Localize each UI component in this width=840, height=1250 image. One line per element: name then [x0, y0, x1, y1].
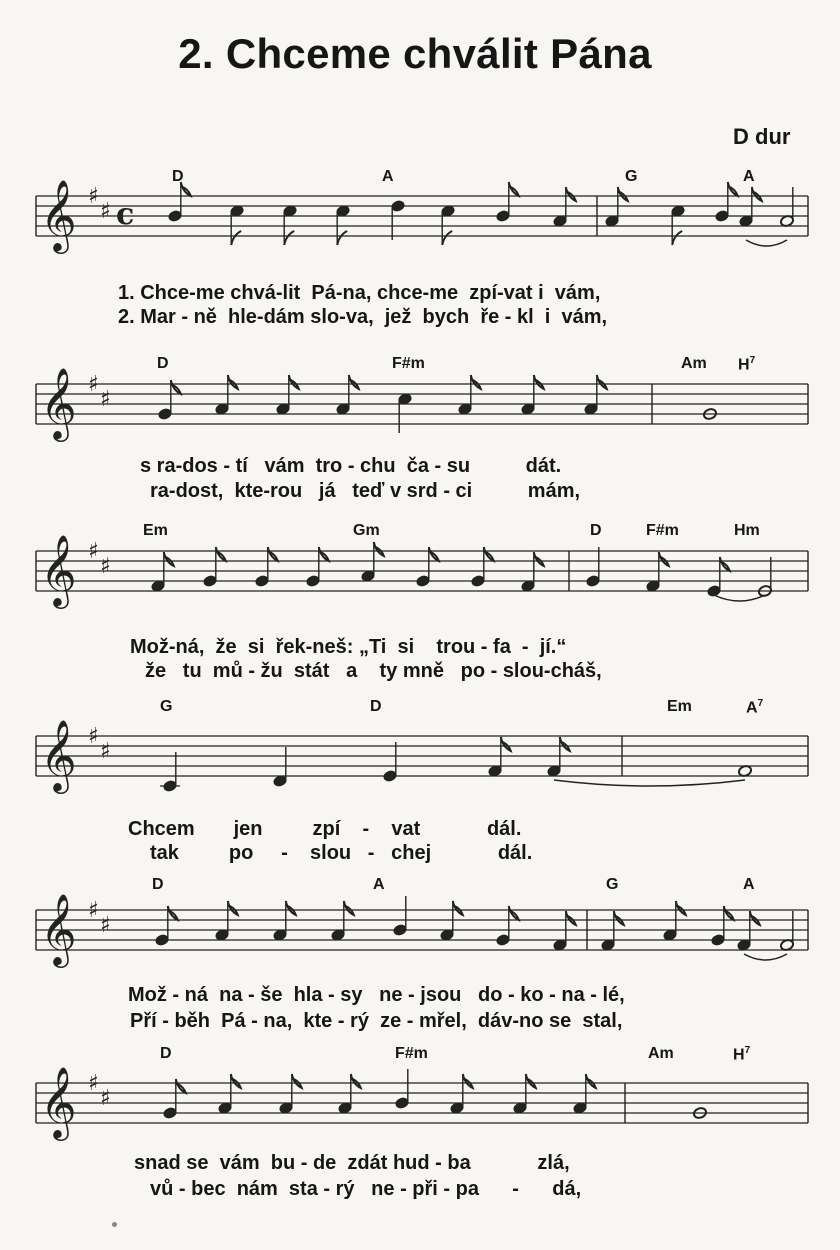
note — [283, 205, 298, 245]
staff — [0, 716, 840, 836]
lyric-line: Pří - běh Pá - na, kte - rý ze - mřel, dáv-no se stal, — [130, 1010, 623, 1032]
flag — [534, 375, 544, 389]
flag — [501, 737, 511, 751]
flag — [231, 1074, 241, 1088]
note — [553, 187, 576, 227]
flag — [442, 231, 452, 245]
lyric-line: snad se vám bu - de zdát hud - ba zlá, — [134, 1152, 570, 1174]
note — [521, 552, 544, 592]
note — [547, 737, 570, 777]
chord-name: D — [590, 522, 602, 539]
note — [586, 547, 601, 587]
flag — [429, 547, 439, 561]
note — [336, 375, 359, 415]
chord-symbol — [648, 1045, 674, 1063]
note — [215, 901, 238, 941]
lyric-line: 1. Chce-me chvá-lit Pá-na, chce-me zpí-vat i vám, — [118, 282, 601, 304]
flag — [374, 542, 384, 556]
flag — [216, 547, 226, 561]
common-time-icon: c — [116, 197, 135, 232]
flag — [351, 1074, 361, 1088]
note — [273, 901, 296, 941]
note — [331, 901, 354, 941]
flag — [728, 182, 738, 196]
chord-extension: 7 — [757, 698, 764, 709]
treble-clef-icon: 𝄞 — [40, 533, 77, 606]
lyric-line: tak po - slou - chej dál. — [150, 842, 533, 864]
flag — [284, 231, 294, 245]
flag — [618, 187, 628, 201]
flag — [168, 906, 178, 920]
flag — [614, 911, 624, 925]
lyric-line: že tu mů - žu stát a ty mně po - slou-cháš, — [145, 660, 602, 682]
note — [441, 205, 456, 245]
note — [361, 542, 384, 582]
flag — [268, 547, 278, 561]
flag — [286, 901, 296, 915]
chord-extension: 7 — [744, 1045, 751, 1056]
chord-name: G — [606, 876, 619, 893]
chord-name: G — [160, 698, 173, 715]
flag — [560, 737, 570, 751]
chord-name: H — [738, 356, 750, 374]
treble-clef-icon: 𝄞 — [40, 366, 77, 439]
flag — [471, 375, 481, 389]
note — [739, 187, 762, 227]
lyric-line: Mož - ná na - še hla - sy ne - jsou do - ko - na - lé, — [128, 984, 625, 1006]
treble-clef-icon: 𝄞 — [40, 892, 77, 965]
note — [780, 187, 795, 227]
note — [273, 747, 288, 787]
chord-symbol — [160, 1045, 172, 1063]
flag — [171, 380, 181, 394]
chord-name: Am — [681, 355, 707, 372]
chord-name: Em — [143, 522, 168, 539]
flag — [566, 911, 576, 925]
flag — [176, 1079, 186, 1093]
chord-name: A — [746, 699, 758, 717]
lyric-line: vů - bec nám sta - rý ne - při - pa - dá, — [150, 1178, 582, 1200]
chord-name: Em — [667, 698, 692, 715]
flag — [349, 375, 359, 389]
flag — [586, 1074, 596, 1088]
staff — [0, 176, 840, 296]
sharp-icon: ♯ — [100, 554, 111, 579]
chord-symbol — [746, 698, 763, 717]
flag — [566, 187, 576, 201]
note — [646, 552, 669, 592]
lyric-line: ra-dost, kte-rou já teď v srd - ci mám, — [150, 480, 581, 502]
chord-symbol — [160, 698, 172, 716]
chord-symbol — [733, 1045, 750, 1064]
sharp-icon: ♯ — [100, 913, 111, 938]
note — [584, 375, 607, 415]
flag — [228, 375, 238, 389]
flag — [659, 552, 669, 566]
note — [663, 901, 686, 941]
staff — [0, 364, 840, 484]
sharp-icon: ♯ — [88, 539, 99, 564]
note — [395, 1069, 410, 1109]
note — [151, 552, 174, 592]
note — [601, 911, 624, 951]
flag — [463, 1074, 473, 1088]
flag — [337, 231, 347, 245]
treble-clef-icon: 𝄞 — [40, 718, 77, 791]
flag — [720, 557, 730, 571]
note — [218, 1074, 241, 1114]
sharp-icon: ♯ — [88, 898, 99, 923]
treble-clef-icon: 𝄞 — [40, 1065, 77, 1138]
chord-symbol — [395, 1045, 428, 1063]
chord-name: Hm — [734, 522, 760, 539]
song-title: 2. Chceme chválit Pána — [178, 30, 652, 77]
note — [391, 200, 406, 240]
chord-name: F#m — [392, 355, 425, 372]
print-speck — [112, 1222, 117, 1227]
note — [488, 737, 511, 777]
sharp-icon: ♯ — [100, 199, 111, 224]
sharp-icon: ♯ — [100, 387, 111, 412]
tie — [744, 954, 787, 960]
note — [553, 911, 576, 951]
note — [513, 1074, 536, 1114]
flag — [724, 906, 734, 920]
chord-symbol — [667, 698, 692, 716]
sharp-icon: ♯ — [88, 184, 99, 209]
chord-name: A — [743, 168, 755, 185]
chord-name: F#m — [395, 1045, 428, 1062]
flag — [181, 182, 191, 196]
flag — [672, 231, 682, 245]
note — [440, 901, 463, 941]
chord-name: H — [733, 1046, 745, 1064]
note — [737, 911, 760, 951]
flag — [231, 231, 241, 245]
sharp-icon: ♯ — [88, 1071, 99, 1096]
key-signature-label: D dur — [733, 124, 791, 149]
note — [450, 1074, 473, 1114]
flag — [319, 547, 329, 561]
note — [160, 752, 180, 792]
flag — [228, 901, 238, 915]
chord-symbol — [370, 698, 382, 716]
lyric-line: 2. Mar - ně hle-dám slo-va, jež bych ře - kl i vám, — [118, 306, 608, 328]
sharp-icon: ♯ — [100, 739, 111, 764]
chord-name: D — [152, 876, 164, 893]
staff — [0, 1063, 840, 1183]
flag — [292, 1074, 302, 1088]
treble-clef-icon: 𝄞 — [40, 178, 77, 251]
chord-name: D — [172, 168, 184, 185]
chord-name: A — [382, 168, 394, 185]
note — [279, 1074, 302, 1114]
flag — [344, 901, 354, 915]
flag — [676, 901, 686, 915]
tie — [714, 595, 765, 601]
flag — [453, 901, 463, 915]
note — [521, 375, 544, 415]
note — [671, 205, 686, 245]
flag — [534, 552, 544, 566]
staff — [0, 890, 840, 1010]
note — [605, 187, 628, 227]
note — [458, 375, 481, 415]
staff — [0, 531, 840, 651]
flag — [750, 911, 760, 925]
chord-name: Gm — [353, 522, 380, 539]
chord-extension: 7 — [749, 355, 756, 366]
chord-name: G — [625, 168, 638, 185]
chord-name: A — [743, 876, 755, 893]
chord-name: A — [373, 876, 385, 893]
sharp-icon: ♯ — [100, 1086, 111, 1111]
flag — [289, 375, 299, 389]
note — [393, 896, 408, 936]
flag — [509, 182, 519, 196]
note — [215, 375, 238, 415]
flag — [484, 547, 494, 561]
tie — [746, 240, 787, 246]
chord-name: D — [157, 355, 169, 372]
chord-name: D — [160, 1045, 172, 1062]
note — [398, 393, 413, 433]
flag — [526, 1074, 536, 1088]
flag — [597, 375, 607, 389]
sharp-icon: ♯ — [88, 724, 99, 749]
lyric-line: Mož-ná, že si řek-neš: „Ti si trou - fa - jí.“ — [130, 636, 567, 658]
flag — [509, 906, 519, 920]
note — [780, 911, 795, 951]
sharp-icon: ♯ — [88, 372, 99, 397]
flag — [752, 187, 762, 201]
note — [230, 205, 245, 245]
flag — [164, 552, 174, 566]
chord-name: F#m — [646, 522, 679, 539]
chord-name: D — [370, 698, 382, 715]
lyric-line: Chcem jen zpí - vat dál. — [128, 818, 522, 840]
note — [276, 375, 299, 415]
note — [573, 1074, 596, 1114]
lyric-line: s ra-dos - tí vám tro - chu ča - su dát. — [140, 455, 562, 477]
tie — [554, 780, 745, 786]
note — [338, 1074, 361, 1114]
note — [336, 205, 351, 245]
note — [383, 742, 398, 782]
chord-name: Am — [648, 1045, 674, 1062]
